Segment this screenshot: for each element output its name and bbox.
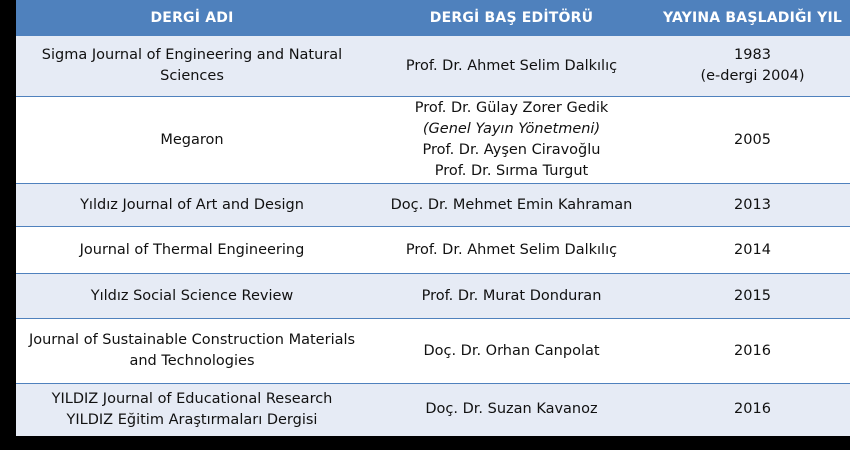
journal-name-line: YILDIZ Journal of Educational Research <box>51 390 333 407</box>
table-row <box>16 274 850 319</box>
year-line: 1983 <box>734 47 771 63</box>
table-row <box>16 184 850 227</box>
journal-name-line: Yıldız Journal of Art and Design <box>80 196 304 213</box>
year-cell <box>655 36 850 97</box>
editor-line: Prof. Dr. Murat Donduran <box>421 287 602 304</box>
table-header-row <box>16 0 850 36</box>
journal-name-cell <box>16 384 368 436</box>
year-line: 2013 <box>734 196 771 213</box>
journal-name-line: Yıldız Social Science Review <box>90 287 294 304</box>
journal-name-cell <box>16 97 368 184</box>
editor-cell <box>368 36 655 97</box>
year-cell <box>655 184 850 227</box>
editor-line: Doç. Dr. Suzan Kavanoz <box>425 401 598 418</box>
editor-line: Doç. Dr. Mehmet Emin Kahraman <box>390 196 633 213</box>
journal-name-cell <box>16 319 368 384</box>
year-cell <box>655 384 850 436</box>
editor-cell <box>368 184 655 227</box>
journal-name-cell <box>16 184 368 227</box>
journal-name-cell <box>16 274 368 319</box>
year-cell <box>655 274 850 319</box>
year-line: 2016 <box>734 401 771 418</box>
year-line: 2014 <box>734 241 771 258</box>
editor-cell <box>368 384 655 436</box>
editor-role-line: (Genel Yayın Yönetmeni) <box>422 121 601 137</box>
editor-line: Prof. Dr. Ahmet Selim Dalkılıç <box>405 241 618 258</box>
year-cell <box>655 319 850 384</box>
editor-cell <box>368 319 655 384</box>
year-cell <box>655 97 850 184</box>
header-journal-name: DERGİ ADI <box>16 0 368 36</box>
journal-name-cell <box>16 36 368 97</box>
table-row <box>16 227 850 274</box>
journals-table <box>16 0 850 436</box>
journal-name-line: and Technologies <box>129 353 255 369</box>
editor-cell <box>368 97 655 184</box>
editor-cell <box>368 227 655 274</box>
journal-name-line: Sciences <box>160 68 224 84</box>
editor-line: Prof. Dr. Ahmet Selim Dalkılıç <box>405 57 618 74</box>
editor-line: Doç. Dr. Orhan Canpolat <box>423 342 600 359</box>
table-row <box>16 319 850 384</box>
journals-table-container <box>16 0 850 435</box>
table-row <box>16 36 850 97</box>
journal-name-line: Sigma Journal of Engineering and Natural <box>41 47 343 63</box>
editor-cell <box>368 274 655 319</box>
journal-name-line: Megaron <box>160 131 224 148</box>
year-line: (e-dergi 2004) <box>700 68 805 84</box>
header-editor: DERGİ BAŞ EDİTÖRÜ <box>368 0 655 36</box>
editor-line: Prof. Dr. Sırma Turgut <box>434 163 589 179</box>
editor-line: Prof. Dr. Gülay Zorer Gedik <box>414 100 609 116</box>
journal-name-line: Journal of Thermal Engineering <box>79 241 305 258</box>
journal-name-cell <box>16 227 368 274</box>
year-line: 2015 <box>734 287 771 304</box>
journal-name-line: Journal of Sustainable Construction Materials <box>28 332 356 348</box>
header-start-year: YAYINA BAŞLADIĞI YIL <box>655 0 850 36</box>
year-line: 2016 <box>734 342 771 359</box>
year-line: 2005 <box>734 131 771 148</box>
year-cell <box>655 227 850 274</box>
table-row <box>16 97 850 184</box>
editor-line: Prof. Dr. Ayşen Ciravoğlu <box>422 142 601 158</box>
journal-name-line: YILDIZ Eğitim Araştırmaları Dergisi <box>66 411 318 428</box>
table-row <box>16 384 850 436</box>
